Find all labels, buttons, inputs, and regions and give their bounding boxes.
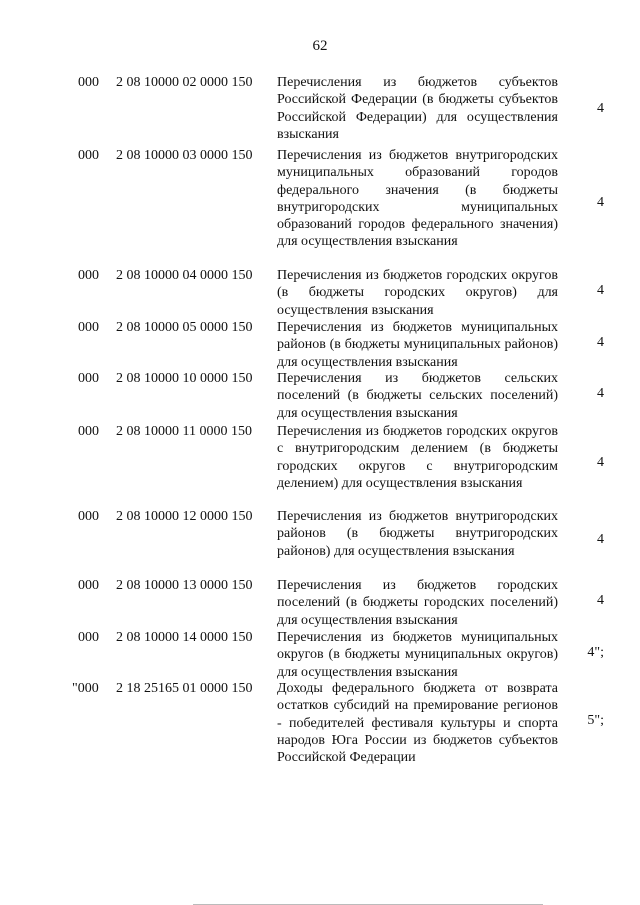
- budget-classification-code: 2 08 10000 14 0000 150: [116, 630, 253, 645]
- group-code: 4: [597, 532, 604, 547]
- budget-classification-code: 2 08 10000 13 0000 150: [116, 578, 253, 593]
- admin-code: 000: [78, 75, 99, 90]
- admin-code: 000: [78, 371, 99, 386]
- page-number: 62: [312, 38, 328, 54]
- revenue-description: Перечисления из бюджетов внутригородских муниципальных образований городов федерального значения (в бюджеты внутригородских муниципальных образований городов федерального значения) для осуществления взыскания: [277, 148, 558, 250]
- admin-code: 000: [78, 424, 99, 439]
- admin-code: 000: [78, 630, 99, 645]
- budget-classification-code: 2 08 10000 12 0000 150: [116, 509, 253, 524]
- group-code: 4: [597, 455, 604, 470]
- admin-code: 000: [78, 320, 99, 335]
- revenue-description: Перечисления из бюджетов сельских поселений (в бюджеты сельских поселений) для осуществления взыскания: [277, 371, 558, 421]
- budget-classification-code: 2 08 10000 02 0000 150: [116, 75, 253, 90]
- group-code: 5";: [587, 713, 604, 728]
- revenue-description: Перечисления из бюджетов внутригородских районов (в бюджеты внутригородских районов) для осуществления взыскания: [277, 509, 558, 559]
- budget-classification-code: 2 08 10000 11 0000 150: [116, 424, 252, 439]
- admin-code: 000: [78, 578, 99, 593]
- group-code: 4: [597, 593, 604, 608]
- budget-classification-code: 2 08 10000 04 0000 150: [116, 268, 253, 283]
- admin-code: "000: [72, 681, 99, 696]
- group-code: 4: [597, 335, 604, 350]
- budget-classification-code: 2 08 10000 10 0000 150: [116, 371, 253, 386]
- revenue-description: Перечисления из бюджетов муниципальных округов (в бюджеты муниципальных округов) для осуществления взыскания: [277, 630, 558, 680]
- admin-code: 000: [78, 268, 99, 283]
- group-code: 4: [597, 195, 604, 210]
- budget-classification-code: 2 08 10000 05 0000 150: [116, 320, 253, 335]
- group-code: 4: [597, 283, 604, 298]
- budget-classification-code: 2 18 25165 01 0000 150: [116, 681, 253, 696]
- group-code: 4: [597, 386, 604, 401]
- admin-code: 000: [78, 509, 99, 524]
- revenue-description: Перечисления из бюджетов городских округов (в бюджеты городских округов) для осуществления взыскания: [277, 268, 558, 318]
- revenue-description: Перечисления из бюджетов субъектов Российской Федерации (в бюджеты субъектов Российской Федерации) для осуществления взыскания: [277, 75, 558, 142]
- admin-code: 000: [78, 148, 99, 163]
- revenue-description: Перечисления из бюджетов городских округов с внутригородским делением (в бюджеты городских округов с внутригородским делением) для осуществления взыскания: [277, 424, 558, 491]
- group-code: 4: [597, 101, 604, 116]
- revenue-description: Перечисления из бюджетов муниципальных районов (в бюджеты муниципальных районов) для осуществления взыскания: [277, 320, 558, 370]
- group-code: 4";: [587, 645, 604, 660]
- budget-classification-code: 2 08 10000 03 0000 150: [116, 148, 253, 163]
- revenue-description: Доходы федерального бюджета от возврата остатков субсидий на премирование регионов - победителей фестиваля культуры и спорта народов Юга России из бюджетов субъектов Российской Федерации: [277, 681, 558, 766]
- revenue-description: Перечисления из бюджетов городских поселений (в бюджеты городских поселений) для осуществления взыскания: [277, 578, 558, 628]
